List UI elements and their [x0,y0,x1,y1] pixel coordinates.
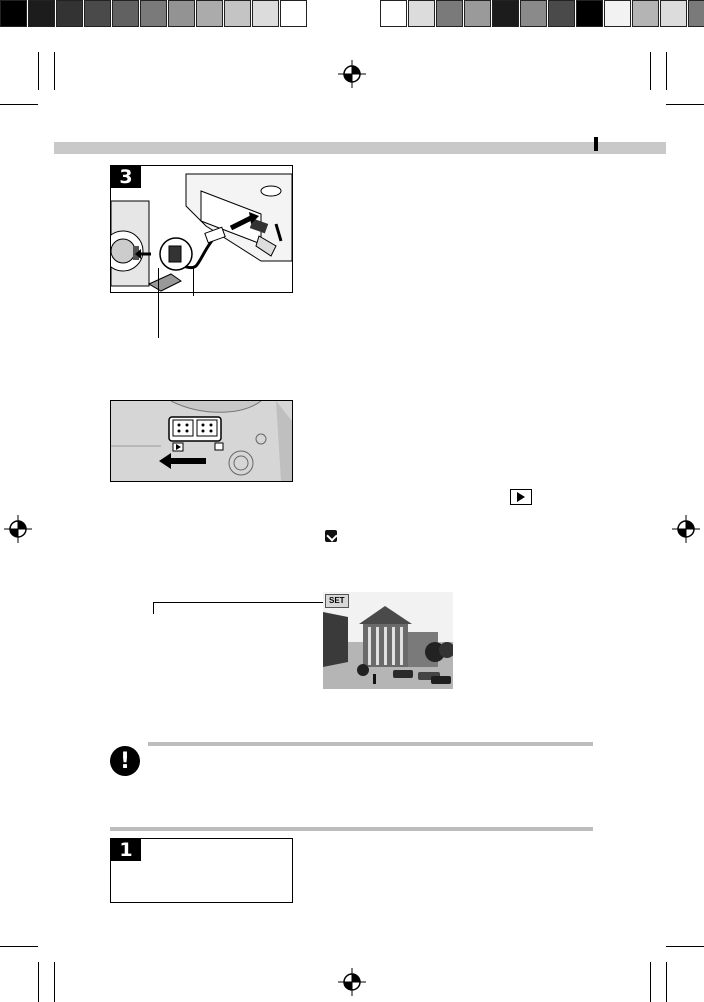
calibration-swatch [576,0,603,27]
crop-mark [666,946,704,947]
calibration-swatch [632,0,659,27]
calibration-swatch [660,0,687,27]
crop-mark [54,52,55,90]
registration-mark-icon [4,515,32,543]
calibration-swatch [604,0,631,27]
calibration-swatch [280,0,307,27]
crop-mark [666,52,667,90]
calibration-swatch [168,0,195,27]
calibration-swatch [436,0,463,27]
calibration-swatch [252,0,279,27]
step-number-badge: 3 [111,166,141,188]
crop-mark [54,962,55,1002]
crop-mark [666,962,667,1002]
registration-mark-icon [338,968,366,996]
crop-mark [38,52,39,90]
calibration-swatch [380,0,407,27]
calibration-swatch [224,0,251,27]
calibration-swatch [28,0,55,27]
calibration-swatch [520,0,547,27]
callout-leader-line [193,268,194,296]
calibration-swatch [464,0,491,27]
play-icon [510,489,532,505]
crop-mark [650,962,651,1002]
crop-mark [38,962,39,1002]
calibration-bar-left [0,0,308,27]
header-tick-mark [594,137,598,151]
crop-mark [0,104,38,105]
calibration-swatch [84,0,111,27]
crop-mark [0,946,38,947]
calibration-swatch [112,0,139,27]
calibration-swatch [408,0,435,27]
lcd-preview-image [323,592,453,689]
step-number-badge: 1 [111,839,141,861]
camera-printer-connection-drawing [111,166,292,292]
calibration-swatch [56,0,83,27]
crop-mark [650,52,651,90]
calibration-swatch [492,0,519,27]
caution-rule [148,742,593,746]
section-rule [110,827,593,831]
step-4-illustration [110,400,293,482]
step-1-box [110,838,293,903]
header-rule [54,142,666,154]
callout-leader-line [153,602,154,614]
calibration-swatch [196,0,223,27]
calibration-bar-right [380,0,704,27]
lcd-set-badge: SET [325,594,349,608]
registration-mark-icon [338,60,366,88]
registration-mark-icon [672,515,700,543]
step-3-illustration [110,165,293,293]
print-order-icon [325,530,337,542]
crop-mark [666,104,704,105]
calibration-swatch [688,0,704,27]
caution-icon: ! [110,746,140,776]
mode-switch-drawing [111,401,292,481]
callout-leader-line [158,268,159,338]
calibration-swatch [548,0,575,27]
calibration-swatch [140,0,167,27]
calibration-swatch [0,0,27,27]
callout-leader-line [153,602,323,603]
